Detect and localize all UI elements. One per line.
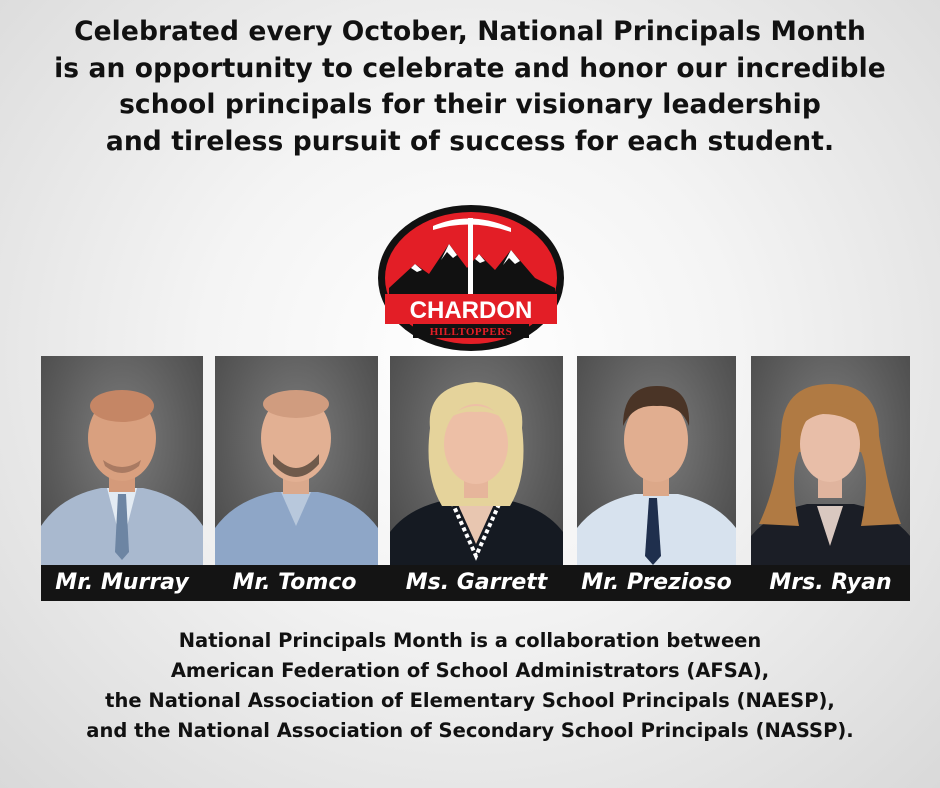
footer-line-4: and the National Association of Secondary School Principals (NASSP). [86,719,854,742]
principal-name-5: Mrs. Ryan [769,570,892,595]
headline [0,14,940,160]
chardon-hilltoppers-logo [375,202,567,354]
logo-name: CHARDON [409,297,533,324]
logo-emblem [375,202,567,354]
footer-line-2: American Federation of School Administrators (AFSA), [170,659,770,682]
principal-name-2: Mr. Tomco [232,570,357,595]
footer-text [0,626,940,746]
principal-photos [41,356,910,602]
logo-tagline: HILLTOPPERS [429,326,513,338]
principal-photo-4 [577,356,736,565]
principal-photo-2 [215,356,378,565]
footer-line-3: the National Association of Elementary School Principals (NAESP), [105,689,835,712]
headline-line-3: school principals for their visionary leadership [119,89,821,120]
principal-name-1: Mr. Murray [55,570,189,595]
principal-name-3: Ms. Garrett [405,570,548,595]
principal-photo-1 [41,356,203,565]
headline-line-4: and tireless pursuit of success for each student. [105,125,835,157]
principal-name-4: Mr. Prezioso [581,570,732,595]
headline-line-1: Celebrated every October, National Principals Month [74,16,866,47]
principal-photo-3 [390,356,563,565]
principal-photo-5 [751,356,910,565]
principal-name-bar [41,565,910,601]
footer-line-1: National Principals Month is a collaboration between [178,629,762,652]
headline-line-2: is an opportunity to celebrate and honor our incredible [54,52,886,84]
